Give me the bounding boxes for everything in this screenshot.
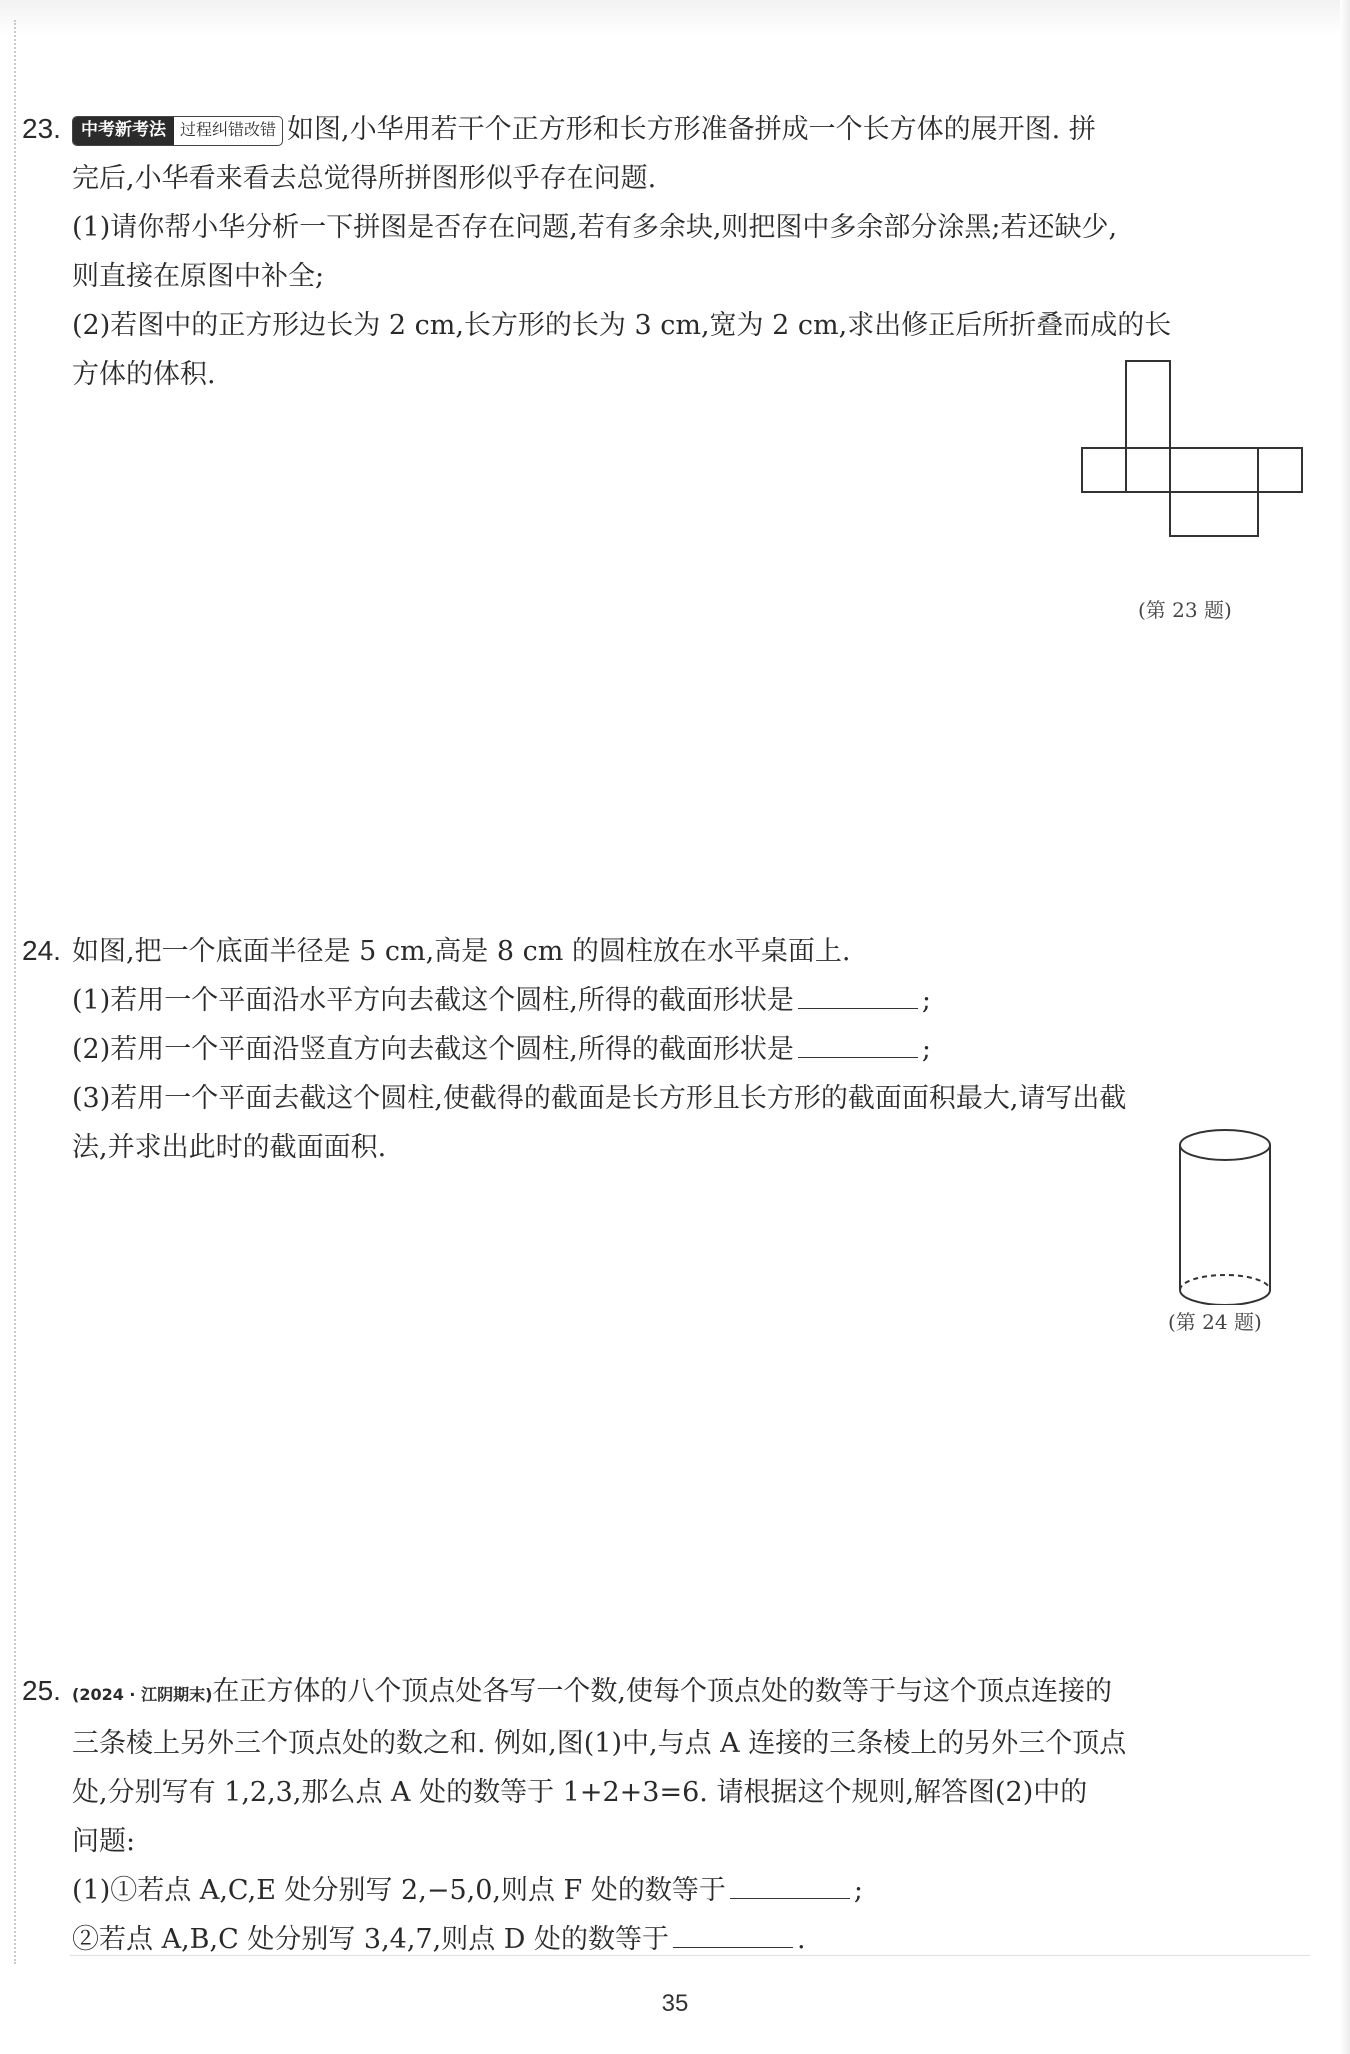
q25-source: (2024 · 江阴期末) [72, 1685, 213, 1704]
q24-line-4: (3)若用一个平面去截这个圆柱,使截得的截面是长方形且长方形的截面面积最大,请写出截 [72, 1083, 1127, 1114]
q24-line-3 [22, 1025, 1312, 1074]
q24-caption: (第 24 题) [1168, 1310, 1262, 1334]
q25-line-5 [22, 1866, 1312, 1915]
question-24 [22, 926, 1312, 1172]
q24-line-1 [22, 926, 1312, 976]
q25-answer-blank-1[interactable] [730, 1868, 850, 1899]
q23-line-1 [22, 104, 1312, 154]
net-top-rect [1126, 361, 1170, 448]
page-right-edge [1340, 0, 1350, 2054]
q25-number: 25. [22, 1675, 61, 1706]
q23-caption: (第 23 题) [1138, 598, 1232, 622]
q25-text-1: 在正方体的八个顶点处各写一个数,使每个顶点处的数等于与这个顶点连接的 [212, 1676, 1112, 1707]
q24-line-2 [22, 976, 1312, 1025]
q24-answer-blank-1[interactable] [798, 978, 918, 1009]
q25-line-6 [22, 1915, 1312, 1964]
q24-text-3: (2)若用一个平面沿竖直方向去截这个圆柱,所得的截面形状是 [72, 1034, 794, 1065]
q25-text-5: (1)①若点 A,C,E 处分别写 2,−5,0,则点 F 处的数等于 [72, 1875, 726, 1906]
q23-line-5: (2)若图中的正方形边长为 2 cm,长方形的长为 3 cm,宽为 2 cm,求出修正后所折叠而成的长 [72, 310, 1172, 341]
net-left-square [1082, 448, 1126, 492]
page-number: 35 [661, 1990, 689, 2017]
q23-tag-primary: 中考新考法 [73, 117, 174, 145]
question-23 [22, 104, 1312, 399]
q25-line-3: 处,分别写有 1,2,3,那么点 A 处的数等于 1+2+3=6. 请根据这个规则,解答图(2)中的 [72, 1777, 1088, 1808]
q25-punct-5: ; [853, 1875, 863, 1906]
net-bottom-rect [1170, 492, 1258, 536]
q23-line-2: 完后,小华看来看去总觉得所拼图形似乎存在问题. [72, 163, 657, 194]
cylinder-top [1180, 1130, 1270, 1160]
net-center-square [1126, 448, 1170, 492]
net-right-square [1258, 448, 1302, 492]
q24-line-5: 法,并求出此时的截面面积. [72, 1132, 387, 1163]
cylinder-bottom-back [1180, 1275, 1270, 1290]
q25-punct-6: . [797, 1924, 806, 1955]
q23-net-figure [1075, 358, 1315, 588]
q25-line-4: 问题: [72, 1826, 136, 1857]
q23-number: 23. [22, 113, 61, 144]
q23-tag [72, 116, 283, 146]
q24-punct-2: ; [921, 985, 931, 1016]
q24-answer-blank-2[interactable] [798, 1027, 918, 1058]
q24-text-2: (1)若用一个平面沿水平方向去截这个圆柱,所得的截面形状是 [72, 985, 794, 1016]
q23-text-1: 如图,小华用若干个正方形和长方形准备拼成一个长方体的展开图. 拼 [287, 114, 1096, 145]
q23-line-3: (1)请你帮小华分析一下拼图是否存在问题,若有多余块,则把图中多余部分涂黑;若还缺少, [72, 212, 1118, 243]
q24-text-1: 如图,把一个底面半径是 5 cm,高是 8 cm 的圆柱放在水平桌面上. [72, 936, 851, 967]
q24-number: 24. [22, 935, 61, 966]
q25-line-1 [22, 1666, 1312, 1719]
q23-tag-secondary: 过程纠错改错 [180, 119, 277, 139]
q25-line-2: 三条棱上另外三个顶点处的数之和. 例如,图(1)中,与点 A 连接的三条棱上的另外三个顶点 [72, 1728, 1127, 1759]
q23-line-6: 方体的体积. [72, 359, 216, 390]
page-top-shadow [0, 0, 1350, 36]
q24-cylinder-figure [1170, 1125, 1280, 1305]
binding-edge [14, 20, 16, 1964]
cylinder-bottom-front [1180, 1290, 1270, 1305]
footer-rule [70, 1955, 1310, 1956]
q25-answer-blank-2[interactable] [673, 1917, 793, 1948]
question-25 [22, 1666, 1312, 1964]
net-center-rect [1170, 448, 1258, 492]
q24-punct-3: ; [921, 1034, 931, 1065]
q23-line-4: 则直接在原图中补全; [72, 261, 325, 292]
q25-text-6: ②若点 A,B,C 处分别写 3,4,7,则点 D 处的数等于 [72, 1924, 670, 1955]
